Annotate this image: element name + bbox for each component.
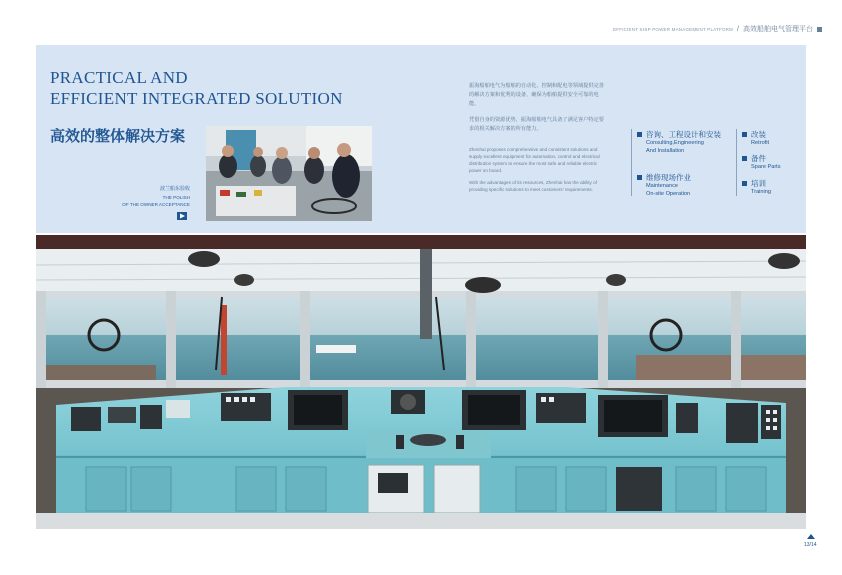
body-chinese-2: 凭借自身的资源优势，振海船舶电气具备了满足客户特定要求的相关解决方案的所有能力。 (469, 117, 604, 132)
service-en: Maintenance On-site Operation (646, 183, 691, 197)
page-title (50, 67, 343, 109)
service-en: Retrofit (751, 140, 770, 146)
service-item (637, 129, 721, 155)
bullet-square-icon (742, 156, 747, 161)
service-item (742, 153, 781, 172)
photo-caption-chinese: 波兰船东验收 (159, 186, 190, 192)
service-en: Training (751, 189, 772, 195)
intro-panel (36, 45, 806, 233)
service-item (742, 129, 769, 148)
title-line-2: EFFICIENT INTEGRATED SOLUTION (50, 89, 343, 108)
service-cn: 备件 (751, 154, 766, 163)
header-chinese: 高效船舶电气管理平台 (743, 26, 813, 33)
company-logo-icon (806, 533, 816, 541)
acceptance-photo (206, 126, 372, 221)
play-arrow-icon (177, 212, 187, 220)
service-en: Spare Parts (751, 164, 781, 170)
title-line-1: PRACTICAL AND (50, 68, 188, 87)
service-cn: 维修现场作业 (646, 173, 691, 182)
bullet-square-icon (742, 181, 747, 186)
ship-bridge-photo (36, 235, 806, 529)
body-english-2: With the advantages of its resources, Zhenhai has the ability of providing specific solutions to meet customers' requirements. (469, 180, 597, 192)
services-divider (631, 129, 632, 196)
services-divider (736, 129, 737, 196)
photo-caption-english: THE POLISH OF THE OWNER ACCEPTANCE (122, 195, 190, 207)
service-cn: 咨询、工程设计和安装 (646, 130, 721, 139)
service-item (637, 172, 691, 198)
title-chinese: 高效的整体解决方案 (50, 128, 186, 145)
service-item (742, 178, 771, 197)
page-number: 13/14 (804, 542, 817, 548)
service-cn: 改装 (751, 130, 766, 139)
body-chinese-1: 振海船舶电气为船舶的自动化、控制和配电等领域提供完善的解决方案和优秀的设备，确保为船舶提供安全可靠的电能。 (469, 83, 604, 107)
bullet-square-icon (637, 132, 642, 137)
header-square-icon (817, 27, 822, 32)
page-header (613, 24, 822, 34)
header-separator: / (737, 25, 739, 33)
service-cn: 培训 (751, 179, 766, 188)
body-english-1: Zhenhai proposes comprehensive and consistent solutions and supply excellent equipment for automation, control and electrical distribution system to ensure the most safe and reliable electric power on board. (469, 147, 600, 173)
service-en: Consulting,Engineering And Installation (646, 140, 704, 154)
header-english: EFFICIENT SHIP POWER MANAGEMENT PLATFORM (613, 26, 734, 32)
bullet-square-icon (742, 132, 747, 137)
bullet-square-icon (637, 175, 642, 180)
